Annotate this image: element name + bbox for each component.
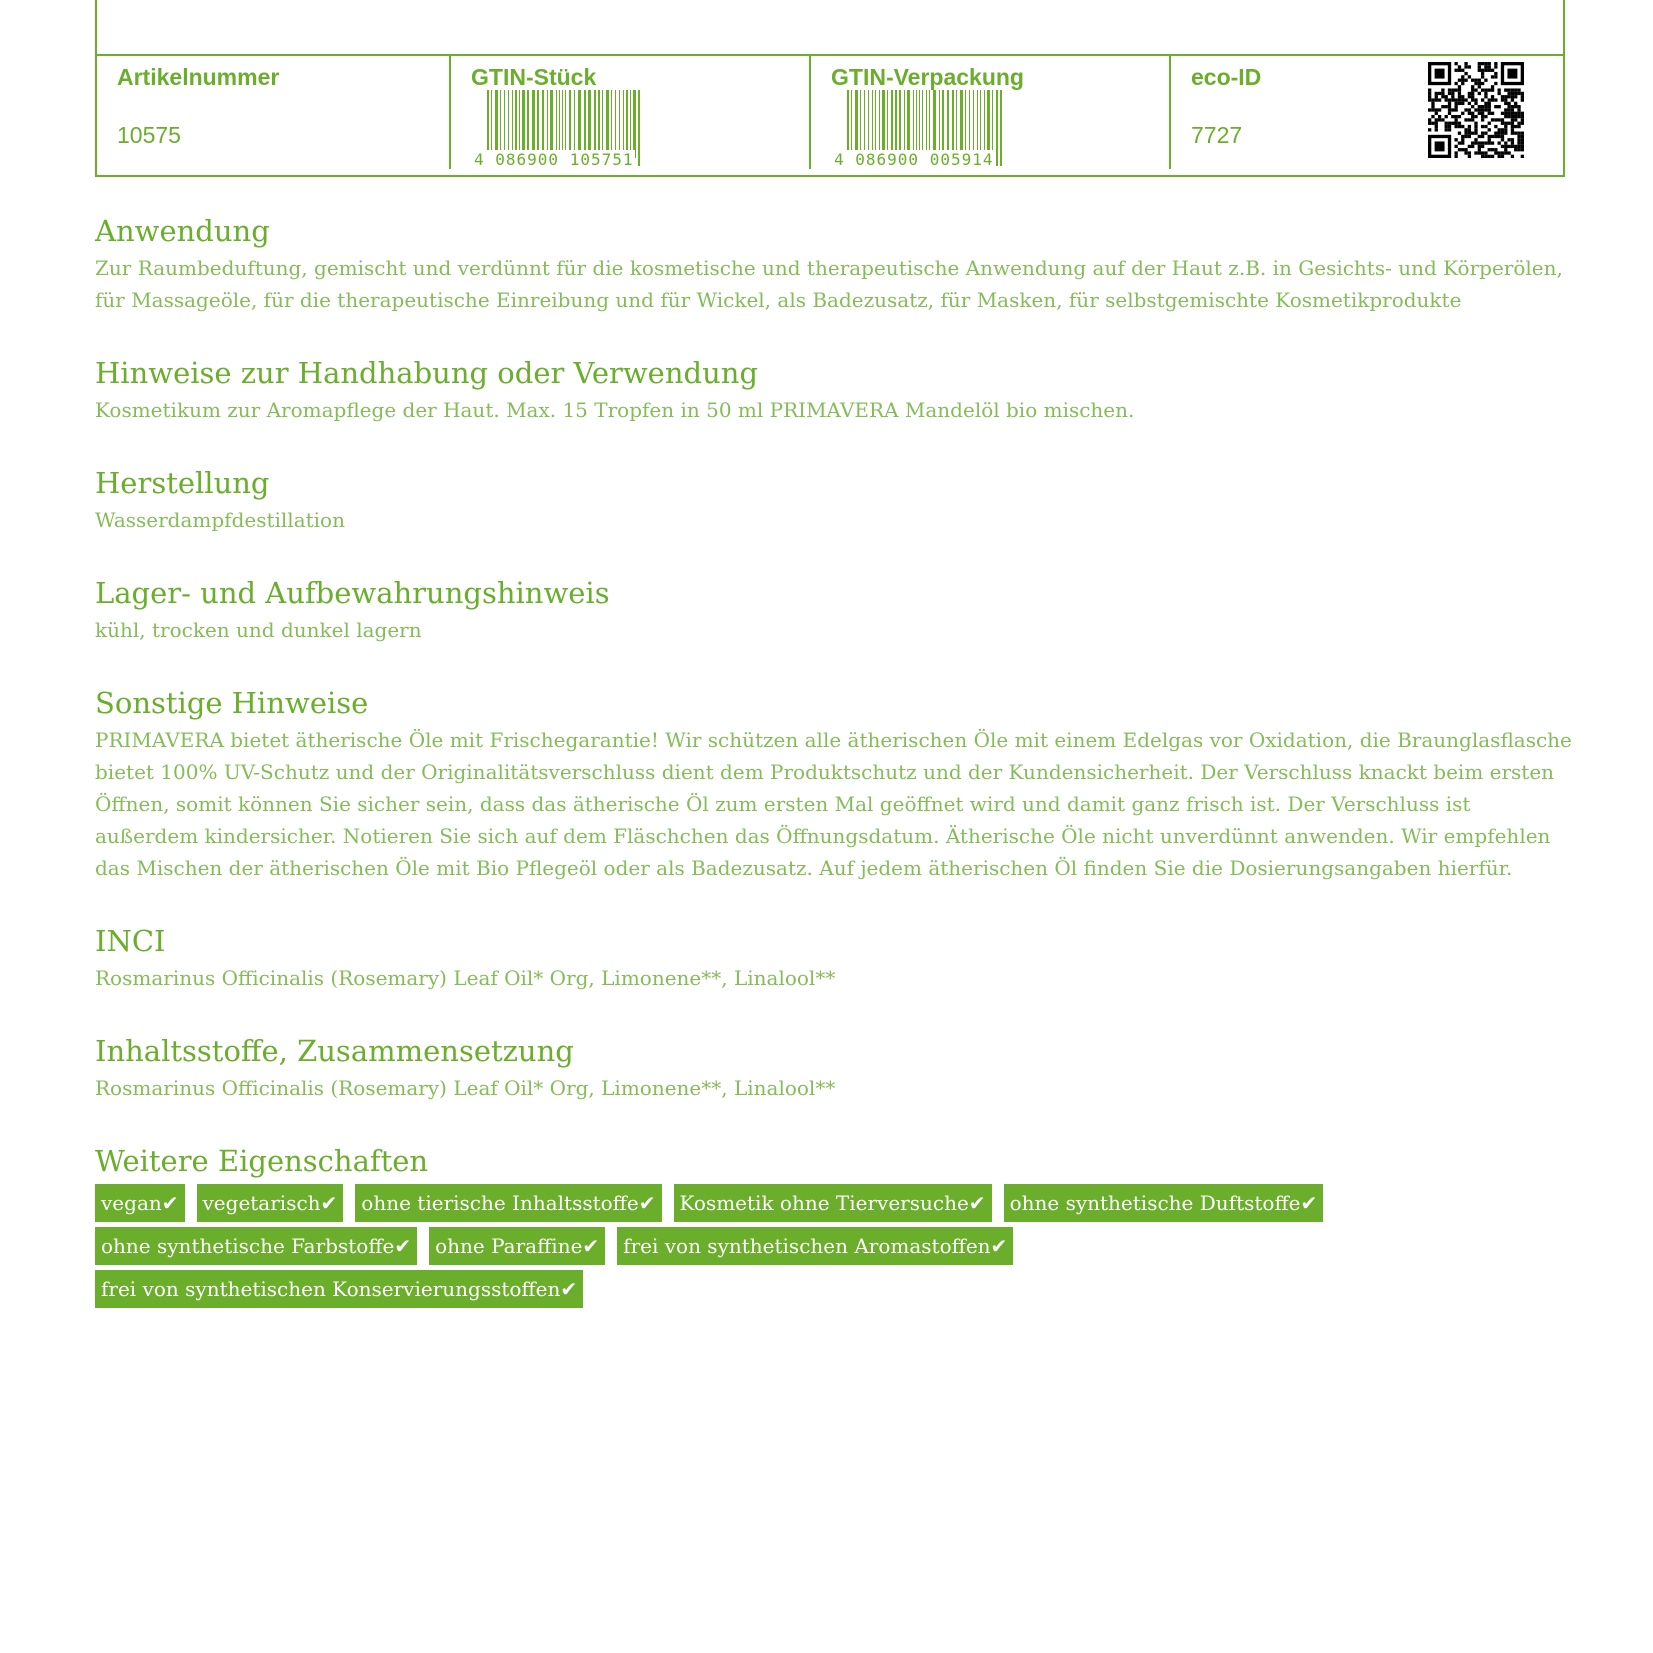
section-title: Herstellung	[95, 466, 270, 500]
artikelnummer-value: 10575	[117, 122, 181, 148]
property-tag: vegan✔	[95, 1184, 185, 1222]
section-lager	[95, 572, 1575, 646]
property-tag: ohne tierische Inhaltsstoffe✔	[355, 1184, 661, 1222]
section-herstellung	[95, 462, 1575, 536]
section-text: Kosmetikum zur Aromapflege der Haut. Max. 15 Tropfen in 50 ml PRIMAVERA Mandelöl bio mischen.	[95, 398, 1135, 422]
property-tag: vegetarisch✔	[197, 1184, 344, 1222]
section-inhaltsstoffe	[95, 1030, 1575, 1104]
section-text: PRIMAVERA bietet ätherische Öle mit Frischegarantie! Wir schützen alle ätherischen Öle mit einem Edelgas vor Oxidation, die Braunglasflasche bietet 100% UV-Schutz und der Originalitätsverschluss dient dem Produktschutz und der Kundensicherheit. Der Verschluss knackt beim ersten Öffnen, somit können Sie sicher sein, dass das ätherische Öl zum ersten Mal geöffnet wird und damit ganz frisch ist. Der Verschluss ist außerdem kindersicher. Notieren Sie sich auf dem Fläschchen das Öffnungsdatum. Ätherische Öle nicht unverdünnt anwenden. Wir empfehlen das Mischen der ätherischen Öle mit Bio Pflegeöl oder als Badezusatz. Auf jedem ätherischen Öl finden Sie die Dosierungsangaben hierfür.	[95, 728, 1572, 880]
section-anwendung	[95, 210, 1575, 316]
section-inci	[95, 920, 1575, 994]
section-text: Rosmarinus Officinalis (Rosemary) Leaf Oil* Org, Limonene**, Linalool**	[95, 1076, 836, 1100]
property-tag: ohne synthetische Duftstoffe✔	[1004, 1184, 1324, 1222]
section-title: Lager- und Aufbewahrungshinweis	[95, 576, 610, 610]
artikelnummer-cell	[97, 56, 437, 169]
property-tag: ohne synthetische Farbstoffe✔	[95, 1227, 417, 1265]
gtin-stueck-cell	[449, 56, 809, 169]
section-text: Zur Raumbeduftung, gemischt und verdünnt für die kosmetische und therapeutische Anwendung auf der Haut z.B. in Gesichts- und Körperölen, für Massageöle, für die therapeutische Einreibung und für Wickel, als Badezusatz, für Masken, für selbstgemischte Kosmetikprodukte	[95, 256, 1563, 312]
property-tag: Kosmetik ohne Tierversuche✔	[674, 1184, 992, 1222]
product-details	[95, 210, 1575, 1313]
section-hinweise	[95, 352, 1575, 426]
section-title: Weitere Eigenschaften	[95, 1144, 429, 1178]
eco-id-cell	[1169, 56, 1563, 169]
artikelnummer-label: Artikelnummer	[117, 64, 280, 90]
property-tag: ohne Paraffine✔	[429, 1227, 605, 1265]
gtin-stueck-number: 4 086900 105751	[474, 150, 634, 169]
property-tag: frei von synthetischen Aromastoffen✔	[617, 1227, 1013, 1265]
property-tag: frei von synthetischen Konservierungsstoffen✔	[95, 1270, 583, 1308]
section-title: INCI	[95, 924, 166, 958]
eco-id-label: eco-ID	[1191, 64, 1262, 90]
section-text: Wasserdampfdestillation	[95, 508, 345, 532]
section-text: Rosmarinus Officinalis (Rosemary) Leaf Oil* Org, Limonene**, Linalool**	[95, 966, 836, 990]
section-title: Inhaltsstoffe, Zusammensetzung	[95, 1034, 574, 1068]
gtin-verpackung-cell	[809, 56, 1169, 169]
product-info-row	[97, 54, 1563, 175]
section-text: kühl, trocken und dunkel lagern	[95, 618, 422, 642]
qr-code-icon	[1428, 62, 1524, 158]
section-sonstige	[95, 682, 1575, 884]
gtin-verpackung-label: GTIN-Verpackung	[831, 64, 1024, 90]
section-title: Anwendung	[95, 214, 270, 248]
product-info-box	[95, 0, 1565, 177]
section-weitere-eigenschaften	[95, 1140, 1575, 1313]
section-title: Sonstige Hinweise	[95, 686, 369, 720]
eco-id-value: 7727	[1191, 122, 1243, 148]
property-tags	[95, 1184, 1515, 1313]
gtin-verpackung-number: 4 086900 005914	[834, 150, 994, 169]
section-title: Hinweise zur Handhabung oder Verwendung	[95, 356, 759, 390]
gtin-stueck-label: GTIN-Stück	[471, 64, 597, 90]
